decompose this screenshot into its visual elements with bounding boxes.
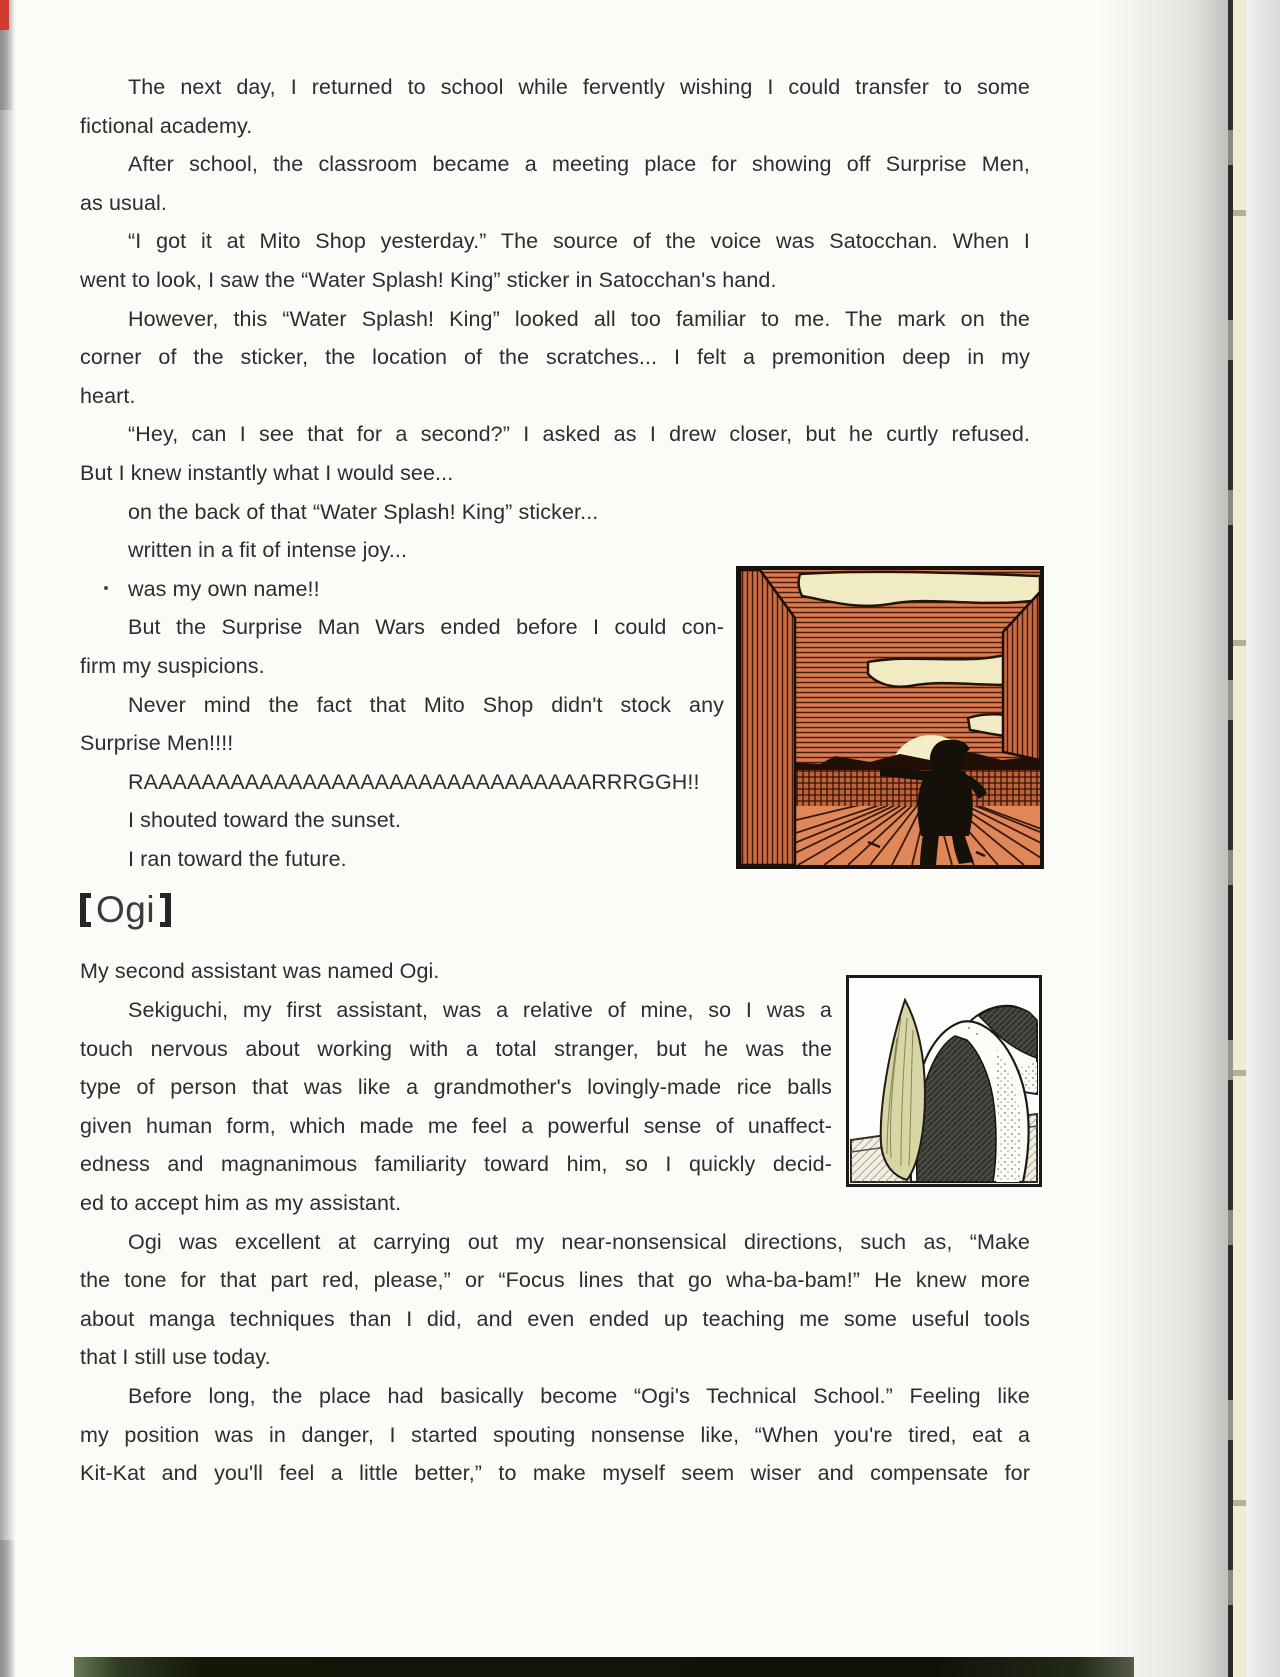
red-corner-mark	[0, 0, 9, 30]
page-stack-edge	[1233, 0, 1246, 1677]
text-line: Sekiguchi, my first assistant, was a relative of mine, so I was a	[128, 998, 832, 1023]
text-line: that I still use today.	[80, 1345, 271, 1370]
text-line: I shouted toward the sunset.	[128, 808, 401, 833]
text-line: The next day, I returned to school while fervently wishing I could transfer to some	[128, 75, 1030, 99]
lenticular-bracket-right-icon	[160, 893, 171, 927]
text-line: given human form, which made me feel a powerful sense of unaffect-	[80, 1113, 832, 1138]
section-heading-text: Ogi	[96, 889, 156, 931]
left-wall	[740, 570, 795, 865]
text-line: touch nervous about working with a total stranger, but he was the	[80, 1036, 832, 1061]
text-line: my position was in danger, I started spouting nonsense like, “When you're tired, eat a	[80, 1422, 1030, 1447]
text-line: But I knew instantly what I would see...	[80, 460, 454, 485]
text-line: on the back of that “Water Splash! King” sticker...	[128, 499, 599, 524]
text-line: heart.	[80, 383, 136, 408]
body-text	[80, 68, 1030, 1493]
text-line: fictional academy.	[80, 113, 253, 138]
page-left-edge-shadow-bottom	[0, 1540, 15, 1677]
text-line: edness and magnanimous familiarity toward him, so I quickly decid-	[80, 1152, 832, 1177]
text-line: the tone for that part red, please,” or “Focus lines that go wha-ba-bam!” He knew more	[80, 1268, 1030, 1293]
onigiri-drawing	[846, 975, 1042, 1187]
page-curl-shadow	[1100, 0, 1228, 1677]
text-line: My second assistant was named Ogi.	[80, 959, 440, 984]
scan-background	[1246, 0, 1280, 1677]
text-line: I ran toward the future.	[128, 846, 347, 871]
text-line: went to look, I saw the “Water Splash! King” sticker in Satocchan's hand.	[80, 267, 777, 292]
stray-ink-dot	[104, 586, 108, 590]
text-line: was my own name!!	[128, 576, 320, 601]
text-line: as usual.	[80, 190, 167, 215]
sunset-scene-drawing	[736, 566, 1044, 869]
page-left-edge-shadow	[0, 0, 16, 1677]
text-line: corner of the sticker, the location of the scratches... I felt a premonition deep in my	[80, 345, 1030, 370]
text-line: firm my suspicions.	[80, 653, 265, 678]
text-line: Before long, the place had basically become “Ogi's Technical School.” Feeling like	[128, 1384, 1030, 1408]
text-line: Never mind the fact that Mito Shop didn't stock any	[128, 692, 724, 717]
text-line: RAAAAAAAAAAAAAAAAAAAAAAAAAAAAAAARRRGGH!!	[128, 769, 700, 794]
bottom-scan-band	[74, 1657, 1134, 1677]
text-line: type of person that was like a grandmother's lovingly-made rice balls	[80, 1075, 832, 1100]
riceball-illustration	[846, 975, 1042, 1187]
text-line: ed to accept him as my assistant.	[80, 1191, 402, 1216]
text-line: Surprise Men!!!!	[80, 731, 234, 756]
text-line: Kit-Kat and you'll feel a little better,” to make myself seem wiser and compensate for	[80, 1461, 1030, 1486]
text-line: However, this “Water Splash! King” looked all too familiar to me. The mark on the	[128, 306, 1030, 331]
text-line: “Hey, can I see that for a second?” I asked as I drew closer, but he curtly refused.	[128, 422, 1030, 447]
text-line: “I got it at Mito Shop yesterday.” The source of the voice was Satocchan. When I	[128, 229, 1030, 254]
text-line: After school, the classroom became a meeting place for showing off Surprise Men,	[128, 152, 1030, 177]
sunset-illustration	[736, 566, 1044, 869]
text-line: about manga techniques than I did, and even ended up teaching me some useful tools	[80, 1306, 1030, 1331]
section-heading	[80, 888, 1030, 932]
text-line: Ogi was excellent at carrying out my near-nonsensical directions, such as, “Make	[128, 1229, 1030, 1254]
text-line: But the Surprise Man Wars ended before I could con-	[128, 615, 724, 640]
paragraph-block-1	[80, 68, 1030, 570]
lenticular-bracket-left-icon	[80, 893, 91, 927]
text-line: written in a fit of intense joy...	[128, 538, 408, 563]
